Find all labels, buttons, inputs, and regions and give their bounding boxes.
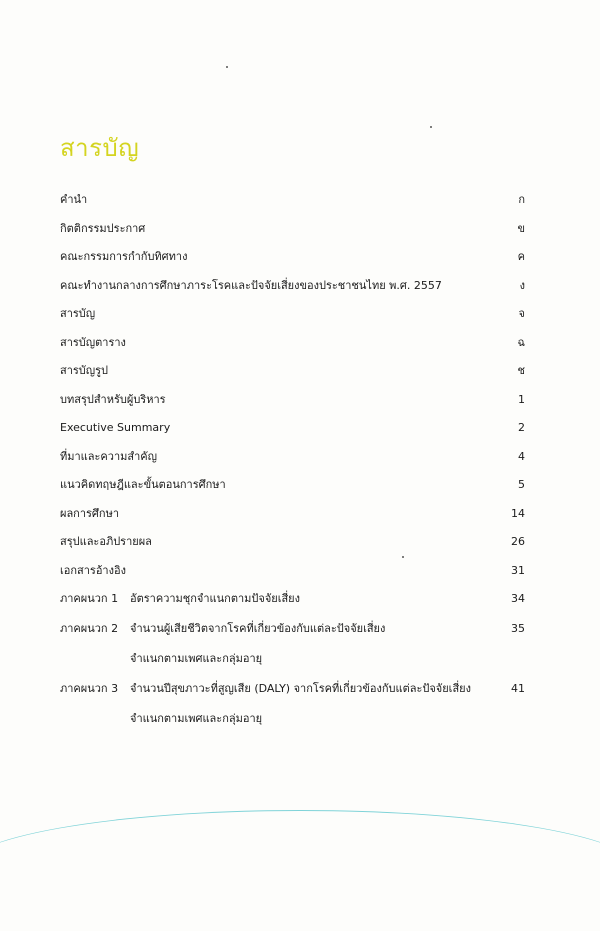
toc-appendix-entry bbox=[60, 591, 525, 621]
toc-label: เอกสารอ้างอิง bbox=[60, 563, 126, 577]
toc-label: คณะกรรมการกำกับทิศทาง bbox=[60, 250, 188, 263]
toc-page-number: 5 bbox=[518, 478, 525, 491]
toc-page-number: จ bbox=[518, 307, 525, 320]
appendix-description: จำนวนปีสุขภาวะที่สูญเสีย (DALY) จากโรคที่เกี่ยวข้องกับแต่ละปัจจัยเสี่ยง bbox=[130, 682, 471, 695]
toc-page-number: 2 bbox=[518, 421, 525, 434]
toc-label: บทสรุปสำหรับผู้บริหาร bbox=[60, 392, 166, 406]
appendix-description: อัตราความชุกจำแนกตามปัจจัยเสี่ยง bbox=[130, 592, 300, 605]
toc-page-number: ง bbox=[519, 278, 525, 292]
toc-entry bbox=[60, 534, 525, 563]
toc-appendix-continuation bbox=[60, 711, 525, 741]
toc-entry bbox=[60, 192, 525, 221]
toc-entry bbox=[60, 392, 525, 421]
toc-entry bbox=[60, 363, 525, 392]
toc-label: สารบัญ bbox=[60, 307, 96, 320]
toc-entry bbox=[60, 506, 525, 535]
toc-page-number: ช bbox=[517, 364, 525, 377]
toc-page-number: ค bbox=[517, 250, 525, 263]
decorative-arc bbox=[0, 810, 600, 931]
toc-label: แนวคิดทฤษฎีและขั้นตอนการศึกษา bbox=[60, 478, 226, 491]
appendix-description: จำนวนผู้เสียชีวิตจากโรคที่เกี่ยวข้องกับแต่ละปัจจัยเสี่ยง bbox=[130, 622, 386, 635]
toc-label: กิตติกรรมประกาศ bbox=[60, 221, 146, 235]
toc-entry bbox=[60, 477, 525, 506]
appendix-prefix: ภาคผนวก 3 bbox=[60, 682, 119, 695]
toc-label: คำนำ bbox=[60, 193, 88, 206]
page-title: สารบัญ bbox=[60, 134, 140, 162]
appendix-description-continued: จำแนกตามเพศและกลุ่มอายุ bbox=[130, 712, 263, 725]
toc-page-number: 14 bbox=[511, 506, 525, 520]
toc-entry bbox=[60, 563, 525, 592]
toc-entry bbox=[60, 278, 525, 307]
toc-entry bbox=[60, 335, 525, 364]
toc-page-number: 4 bbox=[518, 449, 525, 463]
table-of-contents bbox=[60, 192, 525, 741]
appendix-description-continued: จำแนกตามเพศและกลุ่มอายุ bbox=[130, 652, 263, 665]
toc-label: สรุปและอภิปรายผล bbox=[60, 535, 152, 548]
toc-label: Executive Summary bbox=[60, 421, 171, 434]
toc-label: ผลการศึกษา bbox=[60, 506, 120, 520]
toc-label: สารบัญรูป bbox=[60, 364, 109, 377]
toc-appendix-entry bbox=[60, 621, 525, 651]
toc-entry bbox=[60, 449, 525, 478]
toc-label: คณะทำงานกลางการศึกษาภาระโรคและปัจจัยเสี่ยงของประชาชนไทย พ.ศ. 2557 bbox=[60, 278, 442, 292]
toc-page-number: 34 bbox=[511, 592, 525, 605]
toc-entry bbox=[60, 221, 525, 250]
toc-entry bbox=[60, 420, 525, 449]
toc-label: ที่มาและความสำคัญ bbox=[60, 449, 158, 463]
toc-entry bbox=[60, 306, 525, 335]
appendix-prefix: ภาคผนวก 1 bbox=[60, 592, 119, 605]
scan-speck bbox=[402, 556, 404, 558]
toc-page-number: 35 bbox=[511, 622, 525, 635]
appendix-prefix: ภาคผนวก 2 bbox=[60, 622, 119, 635]
toc-page-number: 26 bbox=[511, 535, 525, 548]
toc-page-number: ฉ bbox=[517, 335, 525, 349]
toc-page-number: 41 bbox=[511, 682, 525, 695]
toc-entry bbox=[60, 249, 525, 278]
toc-label: สารบัญตาราง bbox=[60, 335, 126, 349]
toc-appendix-entry bbox=[60, 681, 525, 711]
toc-page-number: ข bbox=[517, 221, 525, 235]
toc-page-number: 1 bbox=[518, 392, 525, 406]
toc-page-number: ก bbox=[518, 193, 525, 206]
scan-speck bbox=[430, 126, 432, 128]
scan-speck bbox=[226, 66, 228, 68]
toc-page-number: 31 bbox=[511, 563, 525, 577]
toc-appendix-continuation bbox=[60, 651, 525, 681]
